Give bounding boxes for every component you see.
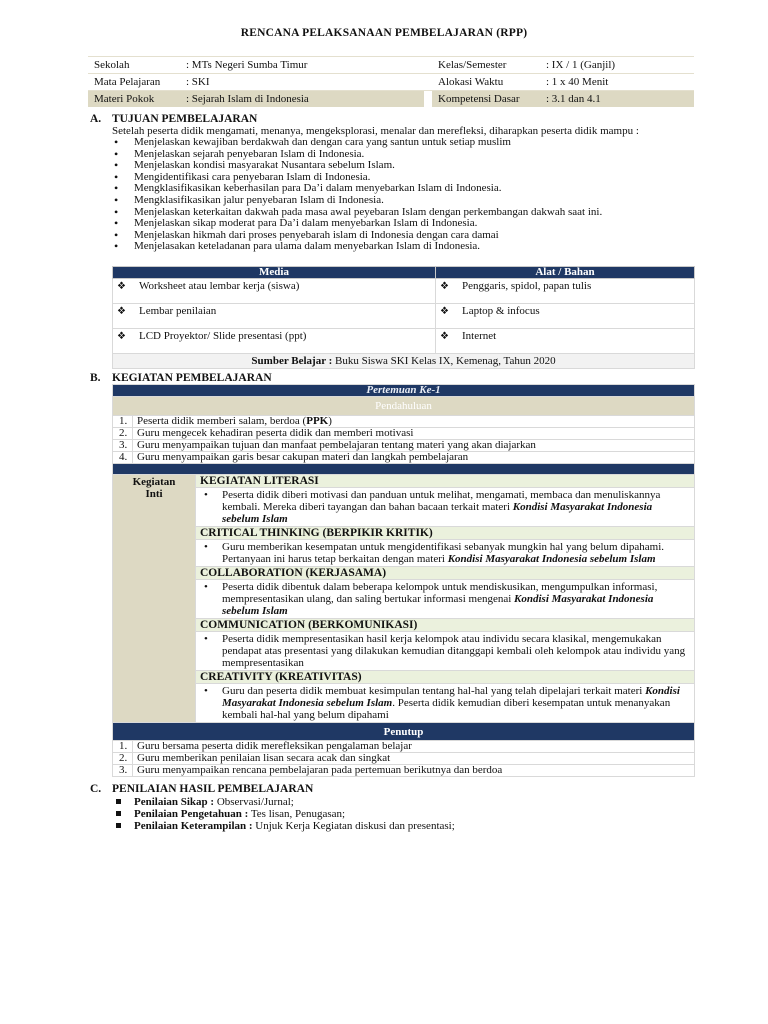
identity-value: : SKI [180, 74, 424, 91]
closing-header-row [113, 723, 695, 741]
intro-step-row [113, 440, 695, 452]
section-number: C. [90, 783, 102, 795]
identity-label: Materi Pokok [88, 91, 180, 108]
page-title: RENCANA PELAKSANAAN PEMBELAJARAN (RPP) [240, 27, 528, 39]
identity-value: : MTs Negeri Sumba Timur [180, 57, 424, 74]
core-activity-label: Kegiatan Inti [113, 475, 196, 723]
core-activity-row [113, 580, 695, 619]
section-title: PENILAIAN HASIL PEMBELAJARAN [112, 783, 314, 795]
core-activity-heading: KEGIATAN LITERASI [196, 475, 695, 488]
step-text: Guru mengecek kehadiran peserta didik dan memberi motivasi [133, 428, 695, 440]
objective-item: • Mengklasifikasikan jalur penyebaran Islam di Indonesia. [112, 195, 692, 207]
objective-item: • Mengklasifikasikan keberhasilan para Da’i dalam menyebarkan Islam di Indonesia. [112, 183, 692, 195]
assessment-list [112, 796, 455, 832]
identity-gap [424, 74, 432, 91]
core-activity-body: • Peserta didik mempresentasikan hasil kerja kelompok atau individu secara klasikal, mengemukakan pendapat atas presentasi yang dilakukan kemudian ditanggapi kembali oleh kelompok atau individu yang mempresentasikan [196, 632, 695, 671]
diamond-bullet-icon: ❖ [117, 306, 126, 317]
step-number: 2. [113, 753, 133, 765]
core-activity-row [113, 619, 695, 632]
learning-source-row [113, 354, 695, 369]
core-activity-row [113, 475, 695, 488]
objective-item: • Mengidentifikasi cara penyebaran Islam di Indonesia. [112, 172, 692, 184]
step-number: 3. [113, 440, 133, 452]
intro-header-row [113, 397, 695, 416]
media-row [113, 329, 695, 354]
section-title: KEGIATAN PEMBELAJARAN [112, 372, 272, 384]
core-activity-heading: CRITICAL THINKING (BERPIKIR KRITIK) [196, 527, 695, 540]
media-table [112, 266, 695, 369]
step-number: 4. [113, 452, 133, 464]
closing-step-row [113, 741, 695, 753]
core-activity-heading: CREATIVITY (KREATIVITAS) [196, 671, 695, 684]
media-row [113, 279, 695, 304]
tools-header: Alat / Bahan [436, 267, 695, 279]
section-a-heading [90, 113, 257, 125]
core-activity-body: • Peserta didik diberi motivasi dan panduan untuk melihat, mengamati, membaca dan menuliskannya kembali. Mereka diberi tayangan dan bahan bacaan terkait materi Kondisi Masyarakat Indonesia sebelum Islam [196, 488, 695, 527]
core-activity-row [113, 488, 695, 527]
core-activity-row [113, 671, 695, 684]
identity-label: Mata Pelajaran [88, 74, 180, 91]
diamond-bullet-icon: ❖ [117, 331, 126, 342]
intro-step-row [113, 416, 695, 428]
assessment-item: Penilaian Pengetahuan : Tes lisan, Penugasan; [112, 808, 455, 820]
meeting-header-row [113, 385, 695, 397]
objectives-intro: Setelah peserta didik mengamati, menanya, mengeksplorasi, menalar dan merefleksi, diharapkan peserta didik mampu : [112, 125, 639, 137]
core-activity-heading: COMMUNICATION (BERKOMUNIKASI) [196, 619, 695, 632]
tool-item: Laptop & infocus [462, 305, 540, 317]
identity-label: Kompetensi Dasar [432, 91, 540, 108]
objective-item: • Menjelaskan kondisi masyarakat Nusantara sebelum Islam. [112, 160, 692, 172]
core-activity-body: • Peserta didik dibentuk dalam beberapa kelompok untuk mendiskusikan, mengumpulkan informasi, mempresentasikan ulang, dan saling bertukar informasi mengenai Kondisi Masyarakat Indonesia sebelum Islam [196, 580, 695, 619]
core-activity-body: • Guru dan peserta didik membuat kesimpulan tentang hal-hal yang telah dipelajari terkait materi Kondisi Masyarakat Indonesia sebelum Islam. Peserta didik kemudian diberi kesempatan untuk menanyakan kembali hal-hal yang belum dipahami [196, 684, 695, 723]
tool-item: Internet [462, 330, 497, 342]
identity-row [88, 91, 694, 108]
identity-label: Kelas/Semester [432, 57, 540, 74]
assessment-item: Penilaian Sikap : Observasi/Jurnal; [112, 796, 455, 808]
identity-row [88, 74, 694, 91]
media-header-row [113, 267, 695, 279]
step-text: Guru memberikan penilaian lisan secara acak dan singkat [133, 753, 695, 765]
section-c-heading [90, 783, 313, 795]
identity-value: : IX / 1 (Ganjil) [540, 57, 694, 74]
identity-table [88, 56, 694, 107]
activities-table [112, 384, 695, 777]
divider-row [113, 464, 695, 475]
identity-gap [424, 57, 432, 74]
identity-label: Sekolah [88, 57, 180, 74]
objective-item: • Menjelaskan hikmah dari proses penyebarah islam di Indonesia dengan cara damai [112, 230, 692, 242]
diamond-bullet-icon: ❖ [440, 306, 449, 317]
objectives-list [112, 137, 692, 253]
media-item: LCD Proyektor/ Slide presentasi (ppt) [139, 330, 307, 342]
assessment-item: Penilaian Keterampilan : Unjuk Kerja Kegiatan diskusi dan presentasi; [112, 820, 455, 832]
meeting-title: Pertemuan Ke-1 [113, 385, 695, 397]
intro-step-row [113, 428, 695, 440]
intro-title: Pendahuluan [113, 397, 695, 416]
media-header: Media [113, 267, 436, 279]
step-text: Guru menyampaikan tujuan dan manfaat pembelajaran tentang materi yang akan diajarkan [133, 440, 695, 452]
step-number: 2. [113, 428, 133, 440]
intro-step-row [113, 452, 695, 464]
identity-row [88, 57, 694, 74]
identity-value: : 3.1 dan 4.1 [540, 91, 694, 108]
step-number: 3. [113, 765, 133, 777]
core-activity-row [113, 684, 695, 723]
core-activity-row [113, 540, 695, 567]
core-activity-heading: COLLABORATION (KERJASAMA) [196, 567, 695, 580]
core-activity-row [113, 567, 695, 580]
section-title: TUJUAN PEMBELAJARAN [112, 113, 258, 125]
step-number: 1. [113, 741, 133, 753]
step-text: Guru menyampaikan garis besar cakupan materi dan langkah pembelajaran [133, 452, 695, 464]
objective-item: • Menjelasakan keteladanan para ulama dalam menyebarkan Islam di Indonesia. [112, 241, 692, 253]
identity-gap [424, 91, 432, 108]
closing-title: Penutup [113, 723, 695, 741]
step-number: 1. [113, 416, 133, 428]
diamond-bullet-icon: ❖ [440, 281, 449, 292]
media-item: Worksheet atau lembar kerja (siswa) [139, 280, 300, 292]
step-text: Guru menyampaikan rencana pembelajaran pada pertemuan berikutnya dan berdoa [133, 765, 695, 777]
core-activity-body: • Guru memberikan kesempatan untuk mengidentifikasi sebanyak mungkin hal yang belum dipahami. Pertanyaan ini harus tetap berkaitan dengan materi Kondisi Masyarakat Indonesia sebelum Islam [196, 540, 695, 567]
step-text: Guru bersama peserta didik merefleksikan pengalaman belajar [133, 741, 695, 753]
objective-item: • Menjelaskan sikap moderat para Da’i dalam menyebarkan Islam di Indonesia. [112, 218, 692, 230]
objective-item: • Menjelaskan keterkaitan dakwah pada masa awal peyebaran Islam dengan perkembangan dakwah saat ini. [112, 207, 692, 219]
media-item: Lembar penilaian [139, 305, 217, 317]
objective-item: • Menjelaskan kewajiban berdakwah dan dengan cara yang santun untuk setiap muslim [112, 137, 692, 149]
identity-label: Alokasi Waktu [432, 74, 540, 91]
media-row [113, 304, 695, 329]
objective-item: • Menjelaskan sejarah penyebaran Islam di Indonesia. [112, 149, 692, 161]
tool-item: Penggaris, spidol, papan tulis [462, 280, 592, 292]
core-activity-row [113, 527, 695, 540]
learning-source-label: Sumber Belajar : [251, 355, 333, 367]
core-activity-row [113, 632, 695, 671]
diamond-bullet-icon: ❖ [117, 281, 126, 292]
section-number: A. [90, 113, 102, 125]
identity-value: : 1 x 40 Menit [540, 74, 694, 91]
section-b-heading [90, 372, 272, 384]
closing-step-row [113, 765, 695, 777]
section-number: B. [90, 372, 101, 384]
learning-source-value: Buku Siswa SKI Kelas IX, Kemenag, Tahun 2020 [332, 355, 556, 367]
closing-step-row [113, 753, 695, 765]
identity-value: : Sejarah Islam di Indonesia [180, 91, 424, 108]
step-text: Peserta didik memberi salam, berdoa (PPK) [133, 416, 695, 428]
diamond-bullet-icon: ❖ [440, 331, 449, 342]
